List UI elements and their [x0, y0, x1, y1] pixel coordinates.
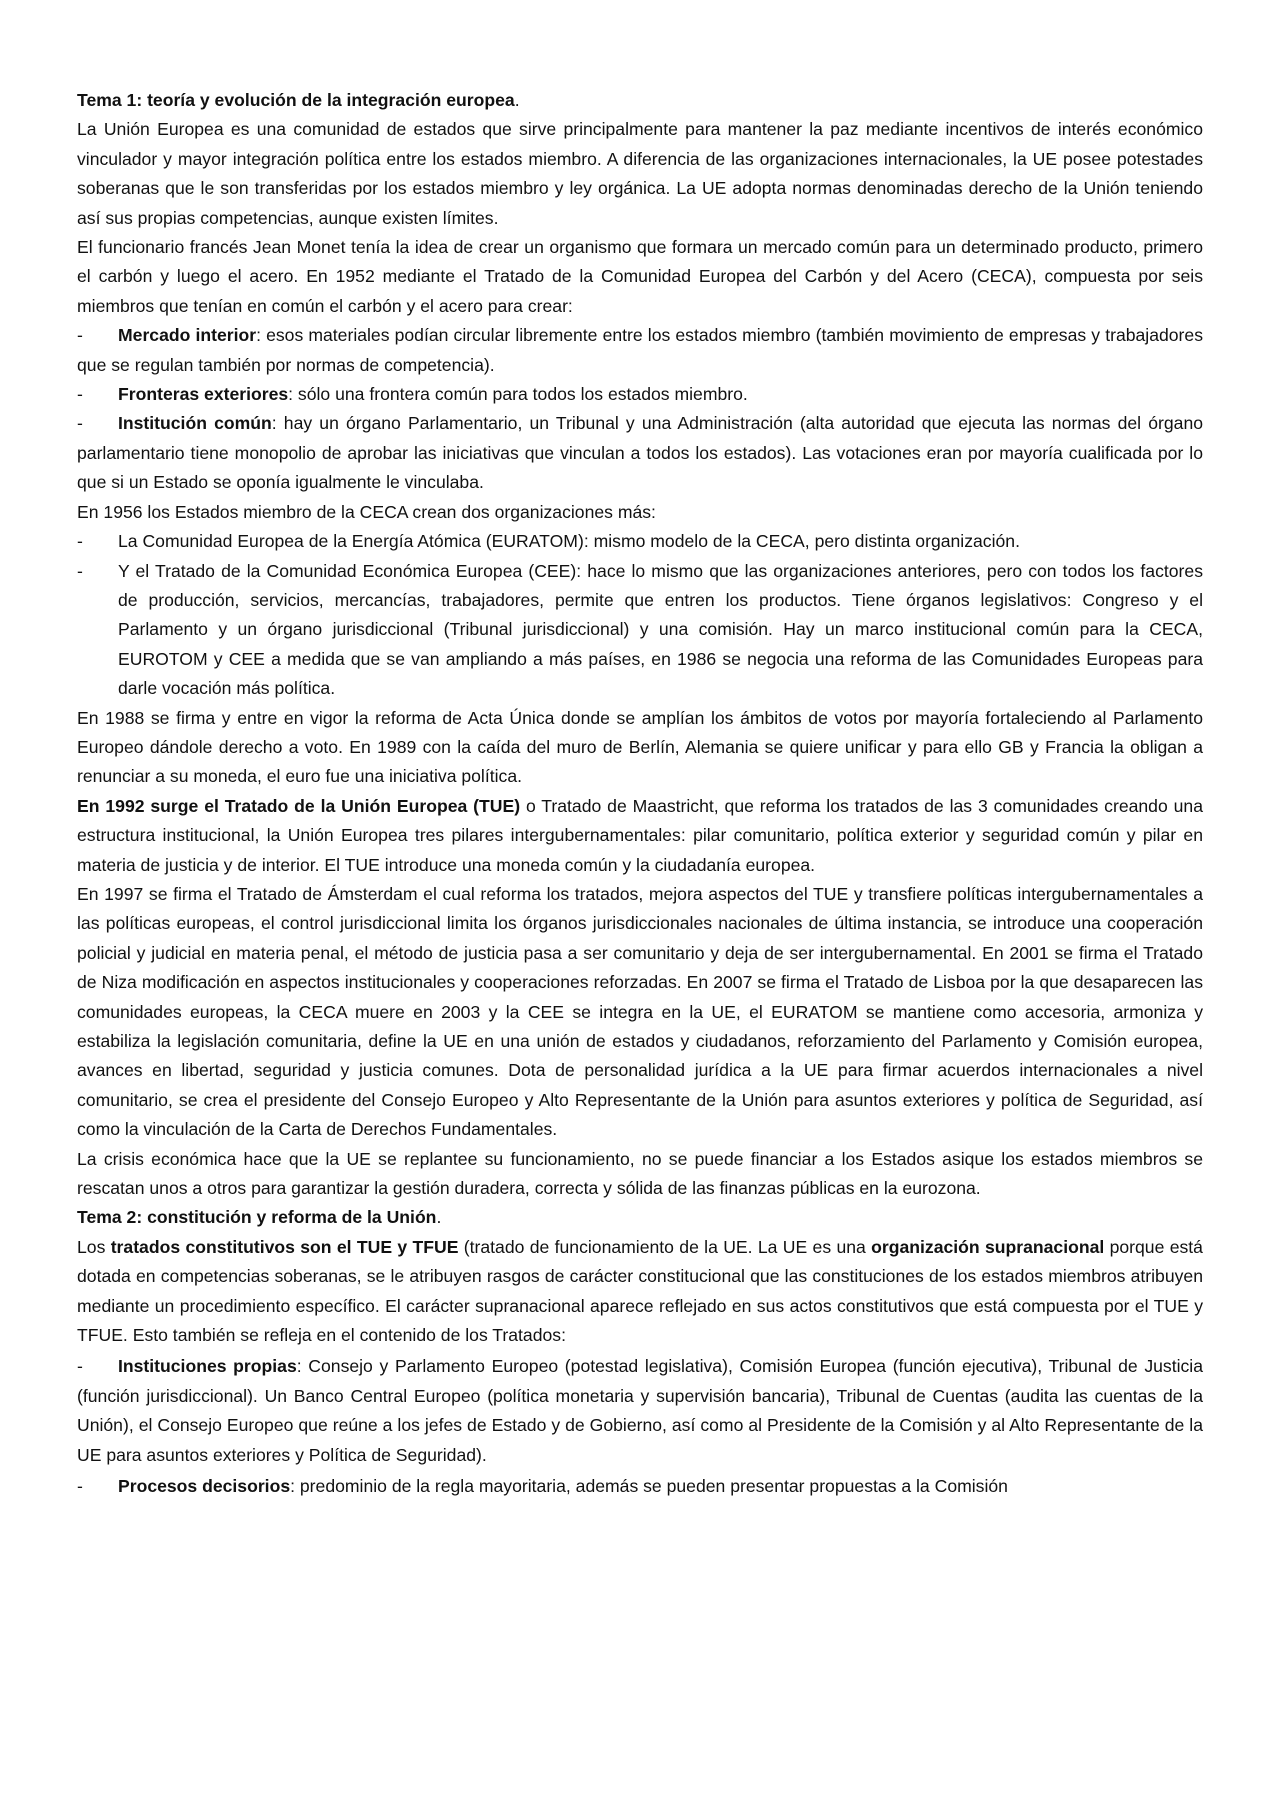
tema2-intro-paragraph — [77, 1233, 1203, 1351]
tema1-heading — [77, 86, 1203, 115]
list-item-cee — [77, 557, 1203, 704]
list-bullet: - — [77, 1356, 83, 1377]
text-span: porque está dotada en competencias soberanas, se le atribuyen rasgos de carácter constitucional que las constituciones de los estados miembros atribuyen mediante un procedimiento específico. El carácter supranacional aparece reflejado en sus actos constitutivos que está compuesta por el TUE y TFUE. Esto también se refleja en el contenido de los Tratados: — [77, 1236, 1203, 1346]
tema2-heading — [77, 1203, 1203, 1232]
tema1-1988-paragraph: En 1988 se firma y entre en vigor la reforma de Acta Única donde se amplían los ámbitos de votos por mayoría fortaleciendo al Parlamento Europeo dándole derecho a voto. En 1989 con la caída del muro de Berlín, Alemania se quiere unificar y para ello GB y Francia la obligan a renunciar a su moneda, el euro fue una iniciativa política. — [77, 707, 1203, 787]
list-item-text: : hay un órgano Parlamentario, un Tribunal y una Administración (alta autoridad que ejecuta las normas del órgano parlamentario tiene monopolio de aprobar las iniciativas que vinculan a todos los estados). Las votaciones eran por mayoría cualificada por lo que si un Estado se oponía igualmente le vinculaba. — [77, 413, 1204, 493]
list-item-term: Procesos decisorios — [118, 1476, 291, 1497]
list-item-text: Y el Tratado de la Comunidad Económica Europea (CEE): hace lo mismo que las organizaciones anteriores, pero con todos los factores de producción, servicios, mercancías, trabajadores, permite que entren los productos. Tiene órganos legislativos: Congreso y el Parlamento y un órgano jurisdiccional (Tribunal jurisdiccional) y una comisión. Hay un marco institucional común para la CECA, EUROTOM y CEE a medida que se van ampliando a más países, en 1986 se negocia una reforma de las Comunidades Europeas para darle vocación más política. — [118, 560, 1203, 699]
tema1-title: Tema 1: teoría y evolución de la integración europea — [77, 90, 515, 110]
list-bullet: - — [77, 325, 83, 346]
tema1-1997-paragraph: En 1997 se firma el Tratado de Ámsterdam el cual reforma los tratados, mejora aspectos del TUE y transfiere políticas intergubernamentales a las políticas europeas, el control jurisdiccional limita los órganos jurisdiccionales nacionales de última instancia, se introduce una cooperación policial y judicial en materia penal, el método de justicia pasa a ser comunitario y deja de ser intergubernamental. En 2001 se firma el Tratado de Niza modificación en aspectos institucionales y cooperaciones reforzadas. En 2007 se firma el Tratado de Lisboa por la que desaparecen las comunidades europeas, la CECA muere en 2003 y la CEE se integra en la UE, el EURATOM se mantiene como accesoria, armoniza y estabiliza la legislación comunitaria, define la UE en una unión de estados y ciudadanos, reforzamiento del Parlamento y Comisión europea, avances en libertad, seguridad y justicia comunes. Dota de personalidad jurídica a la UE para firmar acuerdos internacionales a nivel comunitario, se crea el presidente del Consejo Europeo y Alto Representante de la Unión para asuntos exteriores y política de Seguridad, así como la vinculación de la Carta de Derechos Fundamentales. — [77, 883, 1203, 1140]
tratados-highlight: tratados constitutivos son el TUE y TFUE — [110, 1236, 459, 1257]
list-item-text: : esos materiales podían circular libremente entre los estados miembro (también movimiento de empresas y trabajadores que se regulan también por normas de competencia). — [77, 325, 1203, 375]
list-item-fronteras-exteriores — [77, 380, 1203, 409]
supranacional-highlight: organización supranacional — [871, 1236, 1105, 1257]
tema1-monet-paragraph: El funcionario francés Jean Monet tenía la idea de crear un organismo que formara un mercado común para un determinado producto, primero el carbón y luego el acero. En 1952 mediante el Tratado de la Comunidad Europea del Carbón y del Acero (CECA), compuesta por seis miembros que tenían en común el carbón y el acero para crear: — [77, 237, 1203, 316]
tue-highlight: En 1992 surge el Tratado de la Unión Europea (TUE) — [77, 795, 521, 816]
list-bullet: - — [77, 560, 83, 581]
list-bullet: - — [77, 384, 83, 405]
tema2-title: Tema 2: constitución y reforma de la Unión — [77, 1207, 437, 1228]
list-bullet: - — [77, 531, 83, 552]
list-item-euratom — [77, 527, 1203, 556]
tema1-1992-paragraph — [77, 792, 1203, 880]
tema1-crisis-paragraph: La crisis económica hace que la UE se replantee su funcionamiento, no se puede financiar a los Estados asique los estados miembros se rescatan unos a otros para garantizar la gestión duradera, correcta y sólida de las finanzas públicas en la eurozona. — [77, 1148, 1203, 1199]
list-item-institucion-comun — [77, 409, 1203, 497]
text-span: Los — [77, 1236, 111, 1257]
list-item-text: La Comunidad Europea de la Energía Atómica (EURATOM): mismo modelo de la CECA, pero distinta organización. — [118, 531, 1020, 552]
list-item-term: Instituciones propias — [118, 1356, 297, 1377]
tema1-intro-paragraph: La Unión Europea es una comunidad de estados que sirve principalmente para mantener la paz mediante incentivos de interés económico vinculador y mayor integración política entre los estados miembro. A diferencia de las organizaciones internacionales, la UE posee potestades soberanas que le son transferidas por los estados miembro y ley orgánica. La UE adopta normas denominadas derecho de la Unión teniendo así sus propias competencias, aunque existen límites. — [77, 119, 1203, 228]
tema2-title-period: . — [436, 1207, 442, 1228]
list-item-term: Fronteras exteriores — [118, 384, 289, 405]
tema1-1956-paragraph: En 1956 los Estados miembro de la CECA crean dos organizaciones más: — [77, 501, 656, 522]
list-item-term: Institución común — [118, 413, 272, 434]
text-span: (tratado de funcionamiento de la UE. La UE es una — [458, 1236, 872, 1257]
list-item-procesos-decisorios — [77, 1472, 1203, 1501]
list-item-instituciones-propias — [77, 1352, 1203, 1470]
list-item-text: : sólo una frontera común para todos los estados miembro. — [288, 384, 748, 405]
tema1-1992-text: o Tratado de Maastricht, que reforma los tratados de las 3 comunidades creando una estructura institucional, la Unión Europea tres pilares intergubernamentales: pilar comunitario, política exterior y seguridad común y pilar en materia de justicia y de interior. El TUE introduce una moneda común y la ciudadanía europea. — [77, 795, 1203, 875]
list-item-text: : predominio de la regla mayoritaria, además se pueden presentar propuestas a la Comisión — [290, 1476, 1008, 1497]
list-item-mercado-interior — [77, 321, 1203, 380]
tema1-title-period: . — [514, 90, 520, 110]
list-item-term: Mercado interior — [118, 325, 257, 346]
list-bullet: - — [77, 413, 83, 434]
list-item-text: : Consejo y Parlamento Europeo (potestad legislativa), Comisión Europea (función ejecutiva), Tribunal de Justicia (función jurisdiccional). Un Banco Central Europeo (política monetaria y supervisión bancaria), Tribunal de Cuentas (audita las cuentas de la Unión), el Consejo Europeo que reúne a los jefes de Estado y de Gobierno, así como al Presidente de la Comisión y al Alto Representante de la UE para asuntos exteriores y Política de Seguridad). — [77, 1356, 1203, 1465]
list-bullet: - — [77, 1476, 83, 1497]
